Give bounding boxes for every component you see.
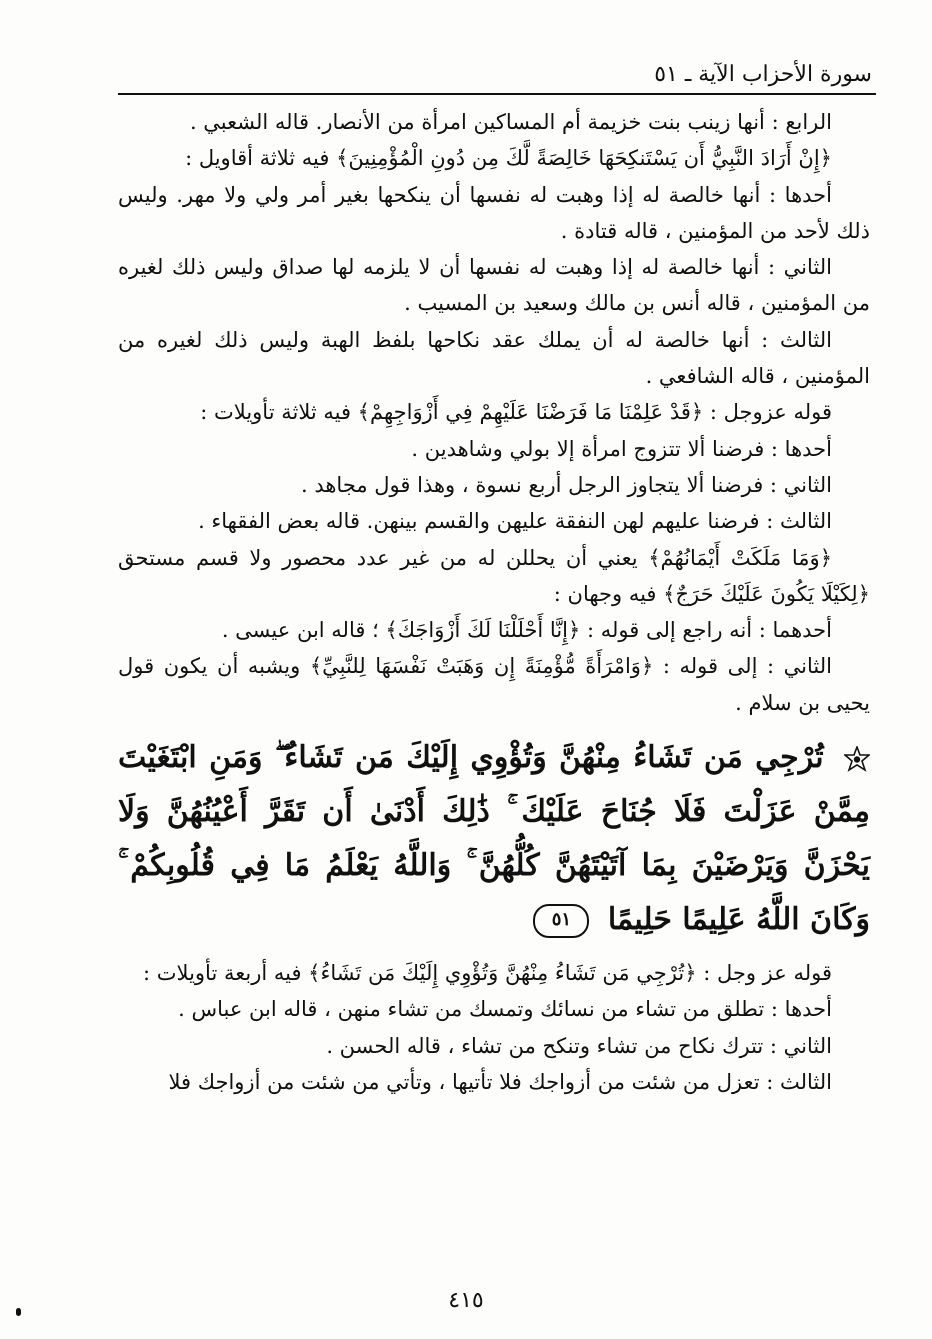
- text-paragraph: أحدهما : أنه راجع إلى قوله : ﴿إِنَّا أَحْلَلْنَا لَكَ أَزْوَاجَكَ﴾ ؛ قاله ابن عيسى .: [221, 618, 832, 643]
- text-paragraph: ﴿وَمَا مَلَكَتْ أَيْمَانُهُمْ﴾ يعني أن يحللن له من غير عدد محصور ولا قسم مستحق ﴿لِكَيْلَا يَكُونَ عَلَيْكَ حَرَجٌ﴾ فيه وجهان :: [118, 545, 870, 606]
- text-paragraph: الثاني : فرضنا ألا يتجاوز الرجل أربع نسوة ، وهذا قول مجاهد .: [300, 472, 832, 497]
- margin-mark: [16, 1308, 21, 1316]
- text-paragraph: الثالث : فرضنا عليهم لهن النفقة عليهن والقسم بينهن. قاله بعض الفقهاء .: [198, 509, 832, 534]
- commentary-block-before: [118, 104, 870, 721]
- commentary-block-after: [118, 955, 870, 1100]
- text-paragraph: ﴿إِنْ أَرَادَ النَّبِيُّ أَن يَسْتَنكِحَهَا خَالِصَةً لَّكَ مِن دُونِ الْمُؤْمِنِينَ﴾ فيه ثلاثة أقاويل :: [185, 146, 832, 171]
- text-paragraph: الثاني : إلى قوله : ﴿وَامْرَأَةً مُّؤْمِنَةً إِن وَهَبَتْ نَفْسَهَا لِلنَّبِيِّ﴾ ويشبه أن يكون قول يحيى بن سلام .: [118, 654, 870, 715]
- page-number: ٤١٥: [448, 1288, 484, 1313]
- text-paragraph: أحدها : فرضنا ألا تتزوج امرأة إلا بولي وشاهدين .: [411, 436, 832, 461]
- quran-verse: [118, 731, 870, 947]
- text-paragraph: الثالث : تعزل من شئت من أزواجك فلا تأتيها ، وتأتي من شئت من أزواجك فلا: [168, 1069, 832, 1094]
- ayah-number-badge: ٥١: [533, 904, 589, 938]
- header-rule: [118, 93, 876, 95]
- text-paragraph: الثالث : أنها خالصة له أن يملك عقد نكاحها بلفظ الهبة وليس ذلك لغيره من المؤمنين ، قاله الشافعي .: [118, 327, 870, 389]
- text-paragraph: أحدها : تطلق من تشاء من نسائك وتمسك من تشاء منهن ، قاله ابن عباس .: [178, 997, 832, 1022]
- text-paragraph: قوله عز وجل : ﴿تُرْجِي مَن تَشَاءُ مِنْهُنَّ وَتُؤْوِي إِلَيْكَ مَن تَشَاءُ﴾ فيه أربعة تأويلات :: [143, 961, 832, 986]
- verse-text: تُرْجِي مَن تَشَاءُ مِنْهُنَّ وَتُؤْوِي إِلَيْكَ مَن تَشَاءُ ۖ وَمَنِ ابْتَغَيْتَ مِمَّنْ عَزَلْتَ فَلَا جُنَاحَ عَلَيْكَ ۚ ذَٰلِكَ أَدْنَىٰ أَن تَقَرَّ أَعْيُنُهُنَّ وَلَا يَحْزَنَّ وَيَرْضَيْنَ بِمَا آتَيْتَهُنَّ كُلُّهُنَّ ۚ وَاللَّهُ يَعْلَمُ مَا فِي قُلُوبِكُمْ ۚ وَكَانَ اللَّهُ عَلِيمًا حَلِيمًا: [118, 740, 870, 938]
- text-paragraph: الثاني : تترك نكاح من تشاء وتنكح من تشاء ، قاله الحسن .: [326, 1033, 832, 1058]
- running-head: سورة الأحزاب الآية ـ ٥١: [654, 62, 872, 87]
- text-paragraph: الرابع : أنها زينب بنت خزيمة أم المساكين امرأة من الأنصار. قاله الشعبي .: [189, 110, 832, 134]
- text-paragraph: أحدها : أنها خالصة له إذا وهبت له نفسها أن ينكحها بغير أمر ولي ولا مهر. وليس ذلك لأحد من المؤمنين ، قاله قتادة .: [118, 182, 870, 243]
- verse-ornament-icon: [844, 746, 870, 772]
- page-body: [118, 104, 870, 1100]
- text-paragraph: الثاني : أنها خالصة له إذا وهبت له نفسها أن لا يلزمه لها صداق وليس ذلك لغيره من المؤمنين ، قاله أنس بن مالك وسعيد بن المسيب .: [118, 255, 870, 316]
- text-paragraph: قوله عزوجل : ﴿قَدْ عَلِمْنَا مَا فَرَضْنَا عَلَيْهِمْ فِي أَزْوَاجِهِمْ﴾ فيه ثلاثة تأويلات :: [200, 400, 832, 425]
